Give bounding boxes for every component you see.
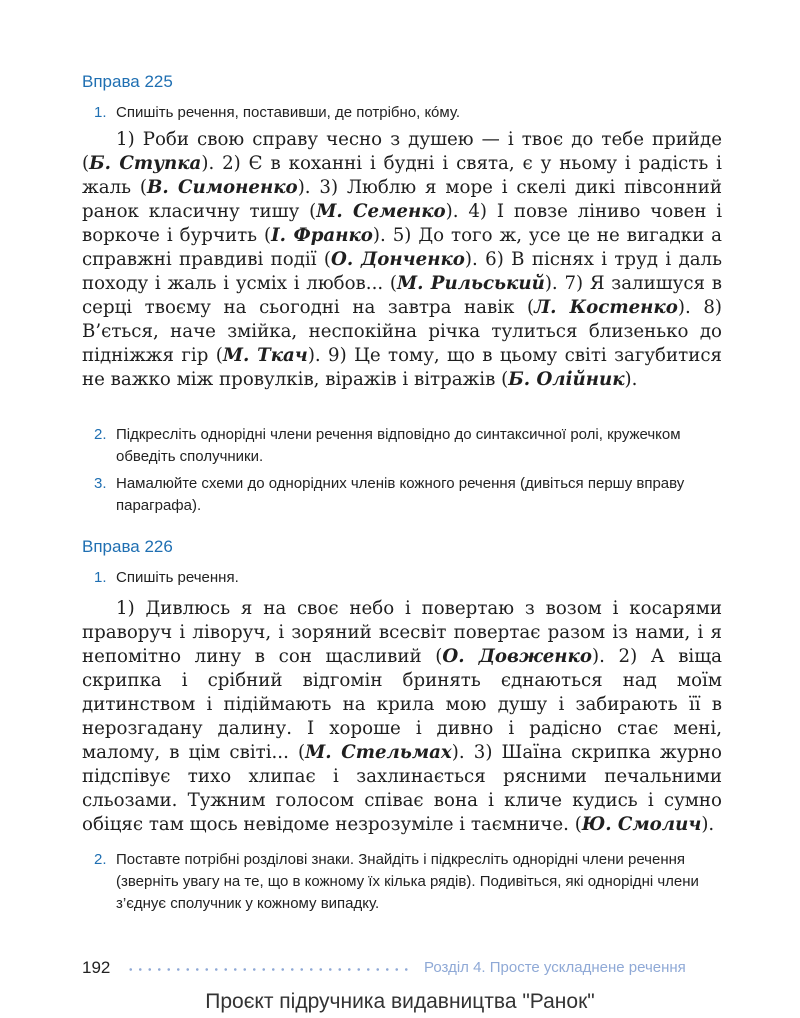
task-text: Поставте потрібні розділові знаки. Знайдіть і підкресліть однорідні члени речення (зверніть увагу на те, що в кожному їх кілька рядів). Подивіться, які однорідні члени з’єднує сполучник у кожному випадку. bbox=[116, 851, 699, 912]
page-number: 192 bbox=[82, 958, 111, 977]
exercise-225-task-1 bbox=[82, 102, 722, 124]
task-text: Спишіть речення, поставивши, де потрібно, кóму. bbox=[116, 104, 461, 121]
exercise-226-paragraph: 1) Дивлюсь я на своє небо і повертаю з возом і косарями праворуч і ліворуч, і зоряний всесвіт повертає разом із нами, і я непомітно лину в сон щасливий (О. Довженко). 2) А віща скрипка і срібний відгомін бринять єднаються над моїм дитинством і підіймають на крила мою душу і забирають її в нерозгадану далину. І хороше і дивно і радісно стає мені, малому, в цім світі... (М. Стельмах). 3) Шаїна скрипка журно підспівує тихо хлипає і захлинається рясними печальними сльозами. Тужним голосом співає вона і кличе кудись і сумно обіцяє там щось невідоме незрозуміле і таємниче. (Ю. Смолич). bbox=[82, 598, 722, 835]
task-number: 3. bbox=[94, 475, 107, 492]
chapter-title: Розділ 4. Просте ускладнене речення bbox=[424, 959, 686, 976]
task-text: Підкресліть однорідні члени речення відповідно до синтаксичної ролі, кружечком обведіть сполучники. bbox=[116, 426, 681, 465]
task-text: Намалюйте схеми до однорідних членів кожного речення (дивіться першу вправу параграфа). bbox=[116, 475, 685, 514]
exercise-225-title: Вправа 225 bbox=[82, 72, 173, 91]
publisher-watermark: Проєкт підручника видавництва "Ранок" bbox=[205, 990, 595, 1013]
exercise-225-paragraph: 1) Роби свою справу чесно з душею — і твоє до тебе прийде (Б. Ступка). 2) Є в коханні і будні і свята, є у ньому і радість і жаль (В. Симоненко). 3) Люблю я море і скелі дикі півсонний ранок класичну тишу (М. Семенко). 4) І повзе ліниво човен і воркоче і бурчить (І. Франко). 5) До того ж, усе це не вигадки а справжні правдиві події (О. Донченко). 6) В піснях і труд і даль походу і жаль і усміх і любов... (М. Рильський). 7) Я залишуся в серці твоєму на сьогодні на завтра навік (Л. Костенко). 8) В’ється, наче змійка, неспокійна річка тулиться близенько до підніжжя гір (М. Ткач). 9) Це тому, що в цьому світі загубитися не важко між провулків, віражів і вітражів (Б. Олійник). bbox=[82, 129, 723, 390]
exercise-225-sentences bbox=[82, 128, 722, 392]
task-text: Спишіть речення. bbox=[116, 569, 239, 586]
exercise-226-task-2 bbox=[82, 849, 722, 915]
exercise-225-task-2 bbox=[82, 424, 722, 468]
task-number: 1. bbox=[94, 104, 107, 121]
task-number: 2. bbox=[94, 426, 107, 443]
footer-dotted-leader bbox=[126, 968, 412, 971]
exercise-226-title: Вправа 226 bbox=[82, 537, 173, 556]
exercise-226-sentences bbox=[82, 597, 722, 837]
task-number: 2. bbox=[94, 851, 107, 868]
task-number: 1. bbox=[94, 569, 107, 586]
exercise-225-task-3 bbox=[82, 473, 722, 517]
exercise-226-task-1 bbox=[82, 567, 722, 589]
